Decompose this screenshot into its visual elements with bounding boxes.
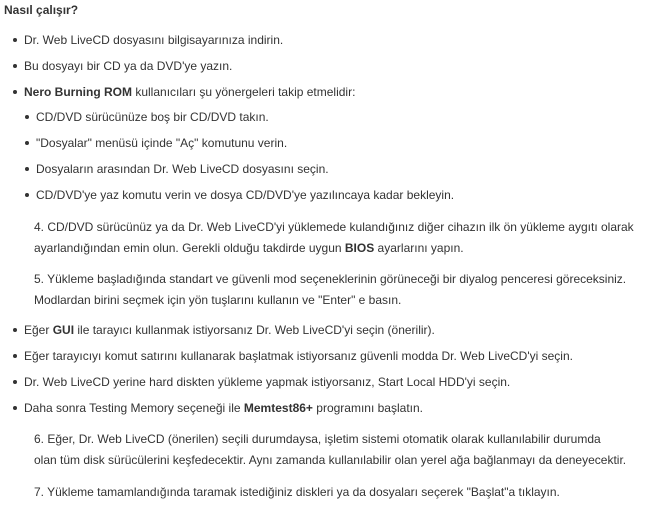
bullet-icon xyxy=(25,141,29,145)
list-item xyxy=(24,31,647,49)
nested-list-item xyxy=(36,160,647,178)
list-item xyxy=(24,399,647,417)
bullet-icon xyxy=(25,193,29,197)
bullet-icon xyxy=(13,406,17,410)
bullet-icon xyxy=(13,380,17,384)
nested-list-item xyxy=(36,186,647,204)
bullet-icon xyxy=(25,167,29,171)
nested-list-item xyxy=(36,134,647,152)
list-item xyxy=(24,347,647,365)
step-7-paragraph xyxy=(34,482,647,503)
gui-term: GUI xyxy=(52,323,75,337)
list-item xyxy=(24,321,647,339)
paragraph-line: olan tüm disk sürücülerini keşfedecektir. Aynı zamanda kullanılabilir olan yerel ağa bağlanmayı da deneyecektir. xyxy=(34,453,627,467)
list-item xyxy=(24,57,647,75)
bios-term: BIOS xyxy=(344,241,375,255)
nested-list-item xyxy=(36,108,647,126)
list-item-text: kullanıcıları şu yönergeleri takip etmelidir: xyxy=(132,85,356,99)
list-item-text: Daha sonra Testing Memory seçeneği ile xyxy=(24,401,244,415)
paragraph-text: ayarlandığından emin olun. Gerekli olduğu takdirde uygun xyxy=(34,241,345,255)
step-5-paragraph xyxy=(34,269,647,311)
list-item-text: Dr. Web LiveCD dosyasını bilgisayarınıza indirin. xyxy=(24,33,284,47)
list-item-text: Dosyaların arasından Dr. Web LiveCD dosyasını seçin. xyxy=(36,162,329,176)
list-item-text: Eğer xyxy=(24,323,53,337)
list-item-text: CD/DVD sürücünüze boş bir CD/DVD takın. xyxy=(36,110,269,124)
paragraph-line: 7. Yükleme tamamlandığında taramak istediğiniz diskleri ya da dosyaları seçerek "Başlat"a tıklayın. xyxy=(34,485,560,499)
list-item-text: CD/DVD'ye yaz komutu verin ve dosya CD/DVD'ye yazılıncaya kadar bekleyin. xyxy=(36,188,455,202)
paragraph-line: 4. CD/DVD sürücünüz ya da Dr. Web LiveCD'yi yüklemede kulandığınız diğer cihazın ilk ön yükleme aygıtı olarak xyxy=(34,220,634,234)
bullet-icon xyxy=(25,115,29,119)
bullet-icon xyxy=(13,328,17,332)
list-item-text: programını başlatın. xyxy=(312,401,423,415)
product-name: Nero Burning ROM xyxy=(24,85,132,99)
bullet-icon xyxy=(13,354,17,358)
list-item-text: "Dosyalar" menüsü içinde "Aç" komutunu verin. xyxy=(36,136,288,150)
paragraph-text: ayarlarını yapın. xyxy=(374,241,464,255)
list-item-text: ile tarayıcı kullanmak istiyorsanız Dr. Web LiveCD'yi seçin (önerilir). xyxy=(74,323,435,337)
step-6-paragraph xyxy=(34,429,647,471)
list-item xyxy=(24,83,647,101)
list-item xyxy=(24,373,647,391)
paragraph-line: Modlardan birini seçmek için yön tuşlarını kullanın ve "Enter" e basın. xyxy=(34,293,402,307)
list-item-text: Bu dosyayı bir CD ya da DVD'ye yazın. xyxy=(24,59,233,73)
step-4-paragraph xyxy=(34,217,647,259)
bullet-icon xyxy=(13,64,17,68)
list-item-text: Dr. Web LiveCD yerine hard diskten yükleme yapmak istiyorsanız, Start Local HDD'yi seçin. xyxy=(24,375,511,389)
bullet-icon xyxy=(13,90,17,94)
memtest-term: Memtest86+ xyxy=(243,401,313,415)
paragraph-line xyxy=(34,238,647,259)
page-title: Nasıl çalışır? xyxy=(4,3,79,17)
bullet-icon xyxy=(13,38,17,42)
paragraph-line: 6. Eğer, Dr. Web LiveCD (önerilen) seçili durumdaysa, işletim sistemi otomatik olarak kullanılabilir durumda xyxy=(34,432,601,446)
list-item-text: Eğer tarayıcıyı komut satırını kullanarak başlatmak istiyorsanız güvenli modda Dr. Web LiveCD'yi seçin. xyxy=(24,349,573,363)
paragraph-line: 5. Yükleme başladığında standart ve güvenli mod seçeneklerinin görüneceği bir diyalog penceresi göreceksiniz. xyxy=(34,272,627,286)
